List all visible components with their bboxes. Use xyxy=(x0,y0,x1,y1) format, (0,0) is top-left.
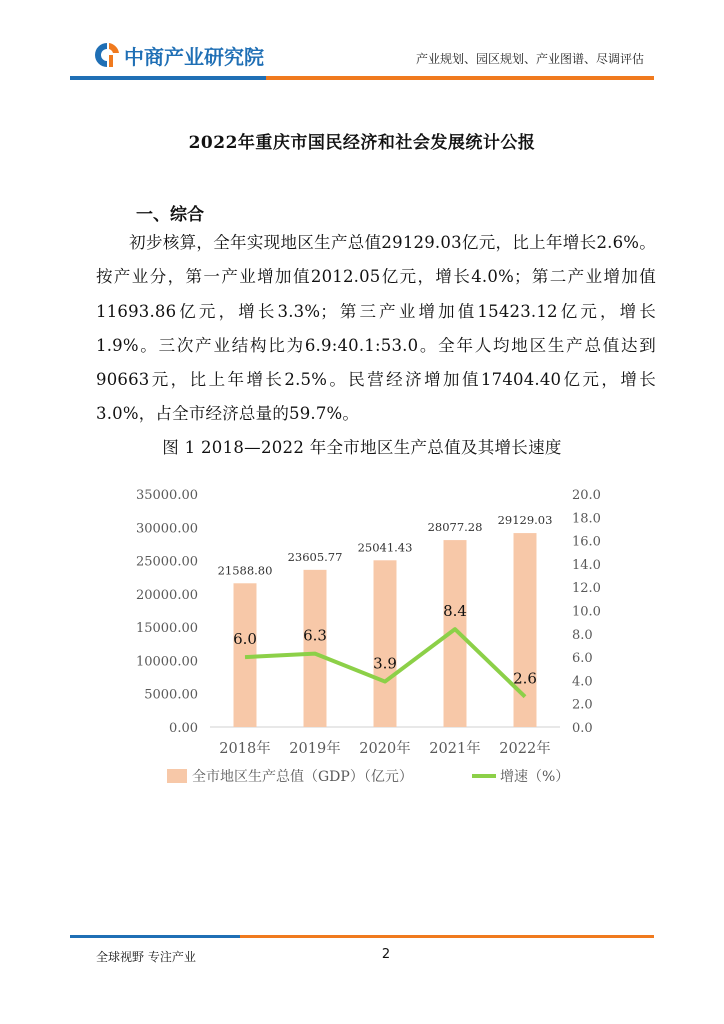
left-axis-tick-label: 20000.00 xyxy=(135,587,198,603)
x-axis-category-label: 2019年 xyxy=(289,741,341,757)
right-axis-tick-label: 16.0 xyxy=(572,534,601,550)
gdp-chart xyxy=(100,478,640,808)
right-axis-tick-label: 12.0 xyxy=(572,581,601,597)
left-axis-tick-label: 25000.00 xyxy=(135,554,198,570)
x-axis-category-label: 2020年 xyxy=(359,741,411,757)
left-axis-tick-label: 0.00 xyxy=(169,721,198,736)
legend-bar-label: 全市地区生产总值（GDP）（亿元） xyxy=(192,769,413,785)
gdp-bar xyxy=(374,560,397,727)
right-axis-tick-label: 8.0 xyxy=(572,627,593,643)
gdp-bar xyxy=(514,533,537,727)
right-axis-tick-label: 10.0 xyxy=(572,604,601,620)
header-divider-blue xyxy=(70,76,266,80)
left-axis-tick-label: 15000.00 xyxy=(135,621,198,637)
header-tagline: 产业规划、园区规划、产业图谱、尽调评估 xyxy=(415,52,644,66)
body-paragraph xyxy=(96,226,656,432)
logo-text: 中商产业研究院 xyxy=(124,44,264,69)
growth-rate-value-label: 6.3 xyxy=(303,626,327,645)
growth-rate-value-label: 8.4 xyxy=(443,602,467,621)
growth-rate-value-label: 6.0 xyxy=(233,630,257,649)
section-heading: 一、综合 xyxy=(136,205,204,225)
logo-mark-icon xyxy=(92,40,122,70)
company-logo xyxy=(92,38,264,72)
gdp-bar-value-label: 29129.03 xyxy=(497,513,553,528)
figure-caption: 图 1 2018—2022 年全市地区生产总值及其增长速度 xyxy=(162,438,562,457)
gdp-bar-value-label: 28077.28 xyxy=(427,520,483,535)
header-divider-orange xyxy=(266,76,654,80)
page-number: 2 xyxy=(381,947,391,962)
right-axis-tick-label: 4.0 xyxy=(572,674,593,690)
right-axis-tick-label: 18.0 xyxy=(572,511,601,527)
footer-slogan: 全球视野 专注产业 xyxy=(96,950,196,964)
legend-bar-swatch xyxy=(167,769,187,783)
right-axis-tick-label: 6.0 xyxy=(572,651,593,667)
page-header xyxy=(0,0,724,90)
x-axis-category-label: 2021年 xyxy=(429,741,481,757)
gdp-bar xyxy=(304,570,327,727)
gdp-bar-value-label: 25041.43 xyxy=(357,540,413,555)
gdp-bar-value-label: 23605.77 xyxy=(287,549,343,564)
left-axis-tick-label: 5000.00 xyxy=(144,687,198,703)
left-axis-tick-label: 35000.00 xyxy=(135,488,198,503)
document-title: 2022年重庆市国民经济和社会发展统计公报 xyxy=(188,133,536,153)
gdp-bar-value-label: 21588.80 xyxy=(217,563,273,578)
growth-rate-value-label: 3.9 xyxy=(373,654,397,673)
growth-rate-value-label: 2.6 xyxy=(513,669,537,688)
left-axis-tick-label: 30000.00 xyxy=(135,521,198,537)
right-axis-tick-label: 0.0 xyxy=(572,721,593,736)
gdp-chart-svg xyxy=(100,478,640,808)
footer-divider-blue xyxy=(70,935,240,938)
left-axis-tick-label: 10000.00 xyxy=(135,654,198,670)
x-axis-category-label: 2018年 xyxy=(219,741,271,757)
right-axis-tick-label: 20.0 xyxy=(572,488,601,503)
footer-divider-orange xyxy=(240,935,654,938)
legend-line-label: 增速（%） xyxy=(500,769,570,785)
right-axis-tick-label: 14.0 xyxy=(572,557,601,573)
x-axis-category-label: 2022年 xyxy=(499,741,551,757)
right-axis-tick-label: 2.0 xyxy=(572,697,593,713)
body-paragraph-text: 初步核算，全年实现地区生产总值29129.03亿元，比上年增长2.6%。按产业分，第一产业增加值2012.05亿元，增长4.0%；第二产业增加值11693.86亿元，增长3.3%；第三产业增加值15423.12亿元，增长1.9%。三次产业结构比为6.9:40.1:53.0。全年人均地区生产总值达到90663元，比上年增长2.5%。民营经济增加值17404.40亿元，增长3.0%，占全市经济总量的59.7%。 xyxy=(96,233,656,424)
